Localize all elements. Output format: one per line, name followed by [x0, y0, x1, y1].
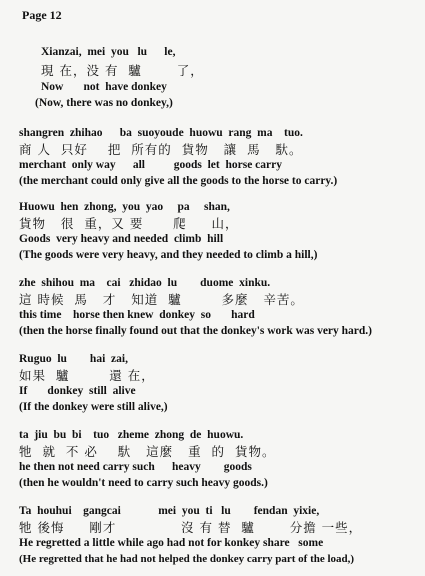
chinese-line: 現 在，没 有 驢 了， — [41, 63, 204, 78]
chinese-line: 這 時候 馬 才 知道 驢 多麼 辛苦。 — [19, 292, 304, 307]
gloss-line: If donkey still alive — [19, 385, 136, 397]
pinyin-line: zhe shihou ma cai zhidao lu duome xinku. — [19, 277, 271, 289]
pinyin-line: Ruguo lu hai zai, — [19, 353, 128, 365]
translation-line: (The goods were very heavy, and they needed to climb a hill,) — [19, 249, 318, 261]
chinese-line: 牠 後悔 剛才 沒 有 替 驢 分擔 一些， — [19, 520, 363, 535]
chinese-line: 牠 就 不 必 馱 這麼 重 的 貨物。 — [19, 444, 276, 459]
pinyin-line: Xianzai, mei you lu le, — [41, 46, 176, 58]
translation-line: (He regretted that he had not helped the donkey carry part of the load,) — [19, 553, 355, 565]
gloss-line: he then not need carry such heavy goods — [19, 461, 252, 473]
page-label: Page 12 — [22, 8, 62, 22]
gloss-line: merchant only way all goods let horse carry — [19, 159, 282, 171]
pinyin-line: Huowu hen zhong, you yao pa shan, — [19, 201, 230, 213]
chinese-line: 如果 驢 還 在， — [19, 368, 155, 383]
pinyin-line: Ta houhui gangcai mei you ti lu fendan yixie, — [19, 505, 320, 517]
translation-line: (If the donkey were still alive,) — [19, 401, 168, 413]
gloss-line: this time horse then knew donkey so hard — [19, 309, 255, 321]
chinese-line: 商 人 只好 把 所有的 貨物 讓 馬 馱。 — [19, 142, 303, 157]
translation-line: (then he wouldn't need to carry such heavy goods.) — [19, 477, 268, 489]
translation-line: (Now, there was no donkey,) — [35, 97, 173, 109]
gloss-line: Goods very heavy and needed climb hill — [19, 233, 224, 245]
gloss-line: He regretted a little while ago had not for konkey share some — [19, 537, 324, 549]
gloss-line: Now not have donkey — [41, 81, 167, 93]
pinyin-line: ta jiu bu bi tuo zheme zhong de huowu. — [19, 429, 244, 441]
translation-line: (then the horse finally found out that the donkey's work was very hard.) — [19, 325, 373, 337]
chinese-line: 貨物 很 重，又 要 爬 山， — [19, 216, 239, 231]
translation-line: (the merchant could only give all the goods to the horse to carry.) — [19, 175, 338, 187]
pinyin-line: shangren zhihao ba suoyoude huowu rang ma tuo. — [19, 127, 303, 139]
